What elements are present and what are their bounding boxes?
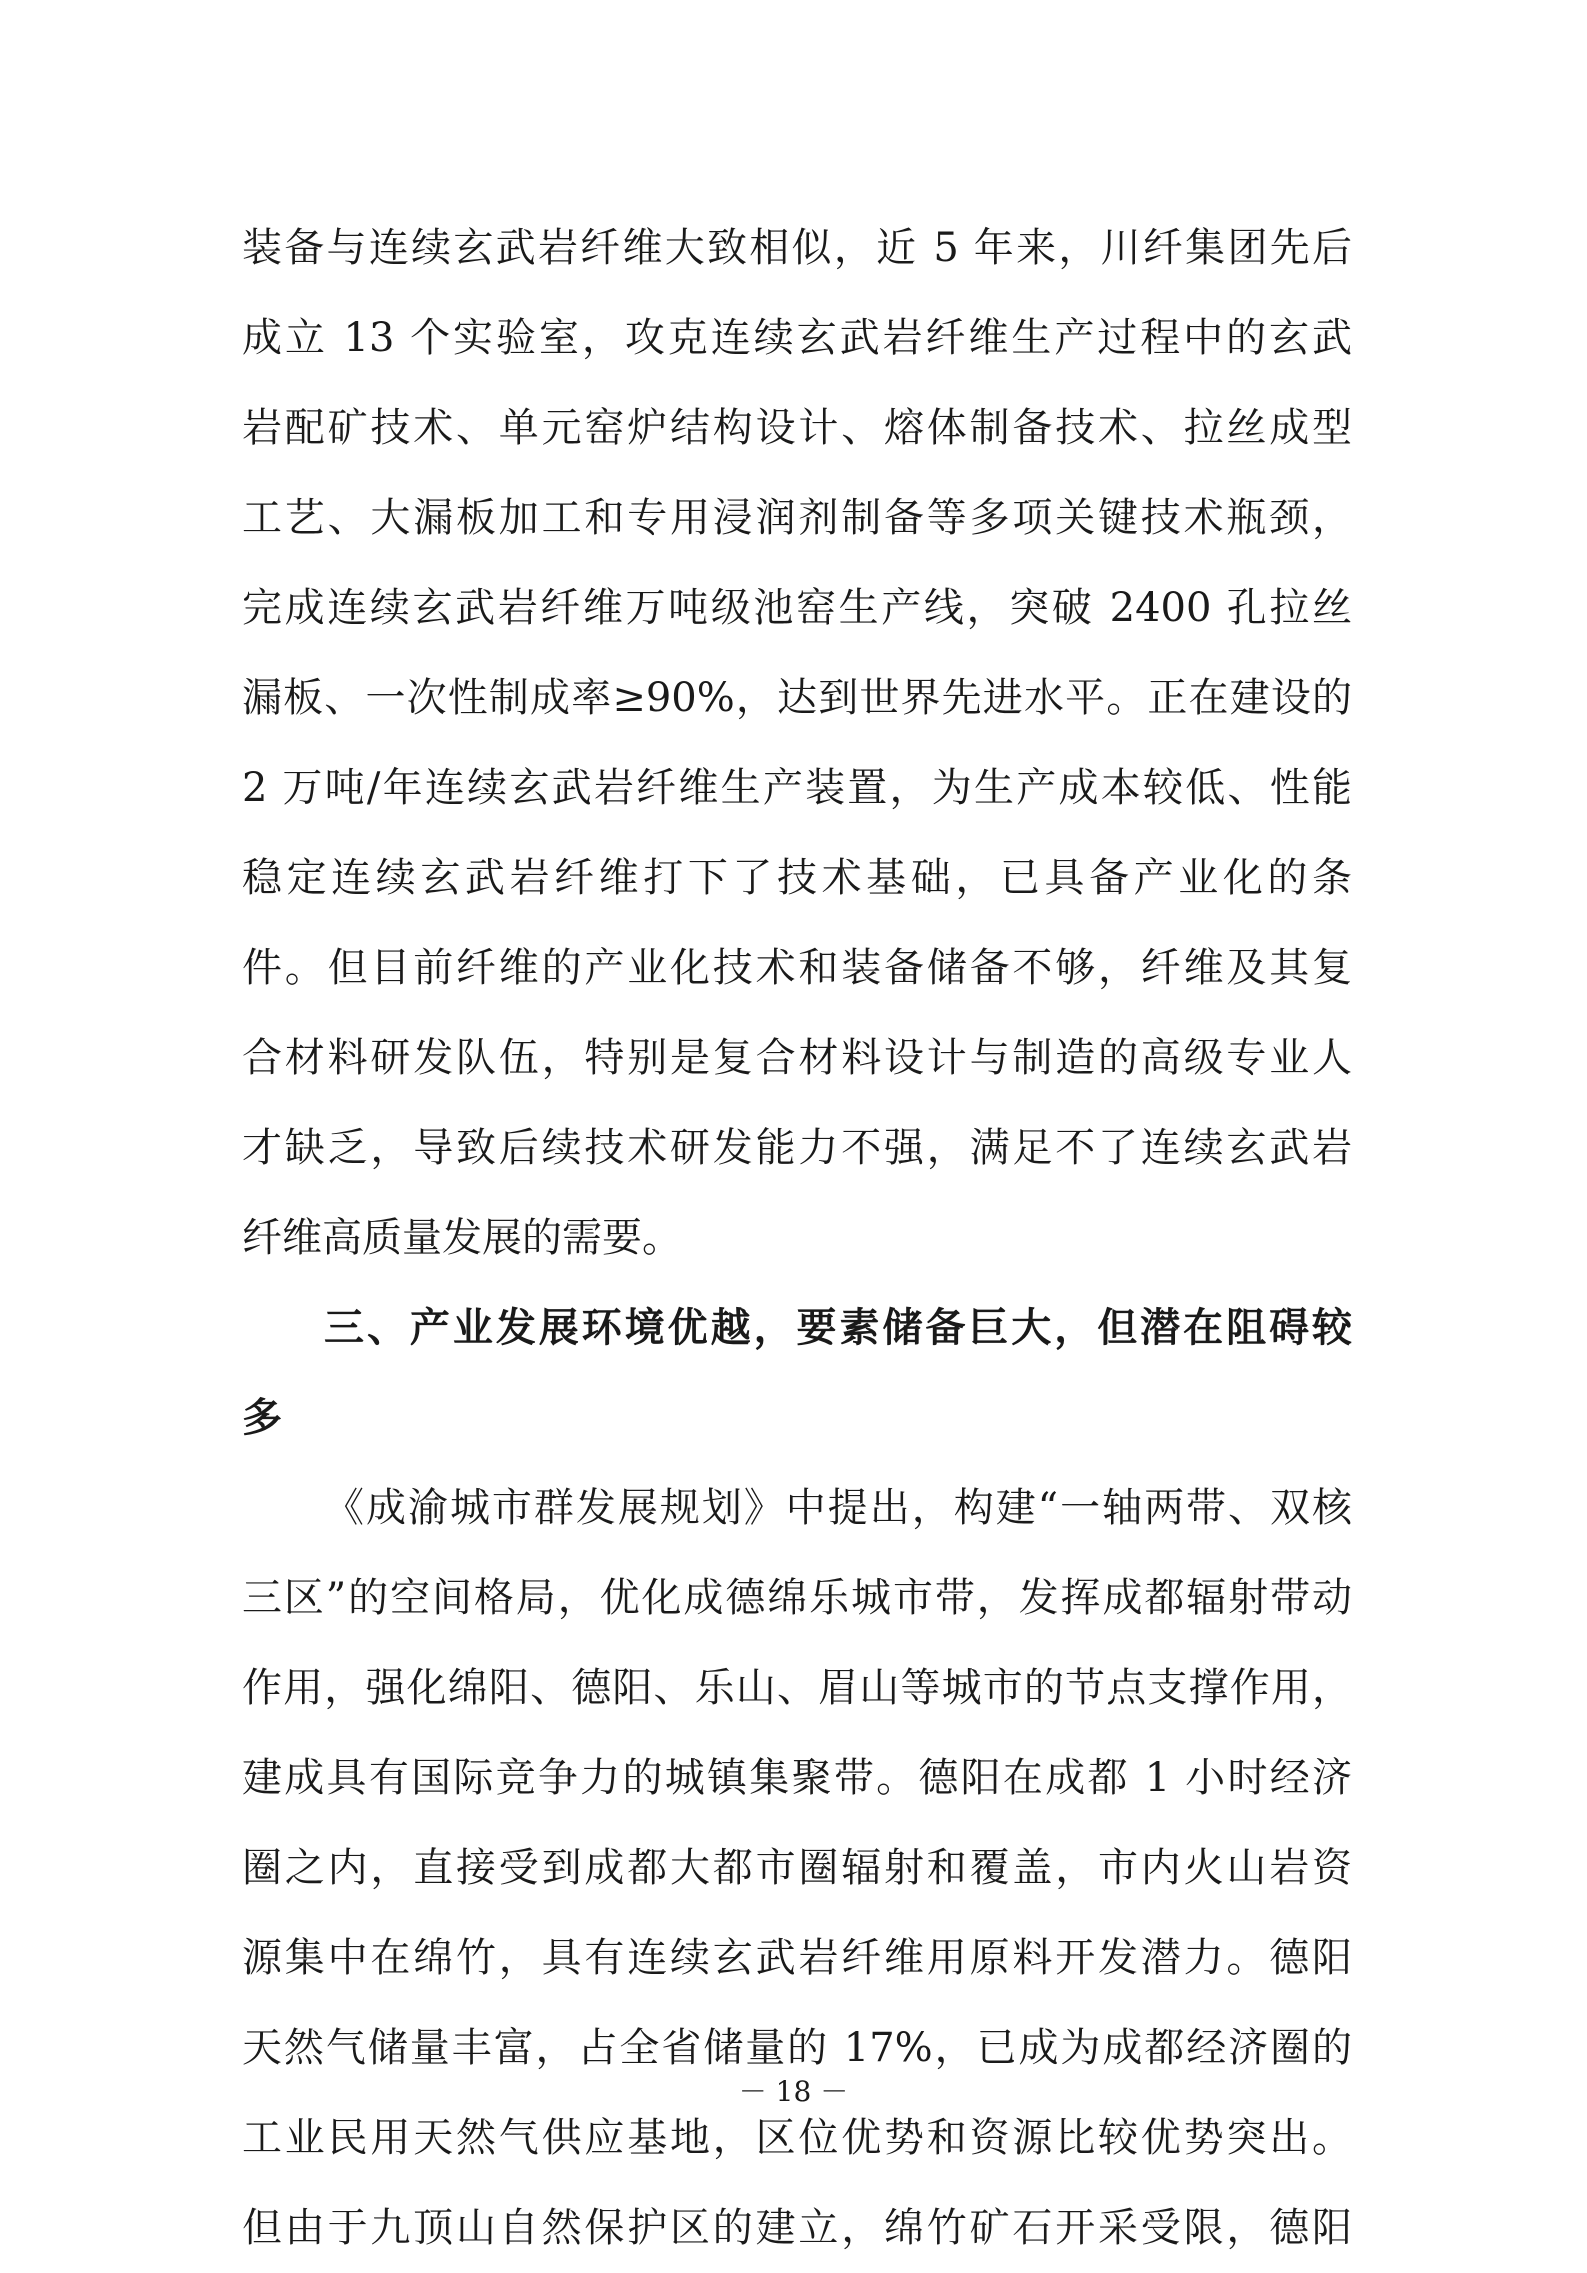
paragraph-line: 漏板、一次性制成率≥90%，达到世界先进水平。正在建设的 <box>242 675 1352 721</box>
paragraph-line: 件。但目前纤维的产业化技术和装备储备不够，纤维及其复 <box>242 945 1352 991</box>
heading-line: 多 <box>242 1395 282 1441</box>
paragraph-line: 工业民用天然气供应基地，区位优势和资源比较优势突出。 <box>242 2115 1352 2161</box>
paragraph-line: 才缺乏，导致后续技术研发能力不强，满足不了连续玄武岩 <box>242 1125 1352 1171</box>
paragraph-line: 工艺、大漏板加工和专用浸润剂制备等多项关键技术瓶颈， <box>242 495 1352 541</box>
paragraph-line: 《成渝城市群发展规划》中提出，构建“一轴两带、双核 <box>324 1485 1352 1531</box>
paragraph-line: 完成连续玄武岩纤维万吨级池窑生产线，突破 2400 孔拉丝 <box>242 585 1352 631</box>
paragraph-line: 岩配矿技术、单元窑炉结构设计、熔体制备技术、拉丝成型 <box>242 405 1352 451</box>
paragraph-line: 源集中在绵竹，具有连续玄武岩纤维用原料开发潜力。德阳 <box>242 1935 1352 1981</box>
paragraph-line: 圈之内，直接受到成都大都市圈辐射和覆盖，市内火山岩资 <box>242 1845 1352 1891</box>
paragraph-line: 2 万吨/年连续玄武岩纤维生产装置，为生产成本较低、性能 <box>242 765 1352 811</box>
paragraph-line: 作用，强化绵阳、德阳、乐山、眉山等城市的节点支撑作用， <box>242 1665 1352 1711</box>
paragraph-line: 建成具有国际竞争力的城镇集聚带。德阳在成都 1 小时经济 <box>242 1755 1352 1801</box>
paragraph-line: 装备与连续玄武岩纤维大致相似，近 5 年来，川纤集团先后 <box>242 225 1352 271</box>
paragraph-line: 稳定连续玄武岩纤维打下了技术基础，已具备产业化的条 <box>242 855 1352 901</box>
heading-line: 三、产业发展环境优越，要素储备巨大，但潜在阻碍较 <box>324 1305 1352 1351</box>
paragraph-2 <box>242 1463 1352 2273</box>
page-number: － 18 － <box>738 2075 849 2108</box>
paragraph-line: 三区”的空间格局，优化成德绵乐城市带，发挥成都辐射带动 <box>242 1575 1352 1621</box>
section-heading <box>242 1283 1352 1463</box>
paragraph-1 <box>242 203 1352 1283</box>
paragraph-line: 但由于九顶山自然保护区的建立，绵竹矿石开采受限，德阳 <box>242 2205 1352 2251</box>
paragraph-line: 合材料研发队伍，特别是复合材料设计与制造的高级专业人 <box>242 1035 1352 1081</box>
paragraph-line: 天然气储量丰富，占全省储量的 17%，已成为成都经济圈的 <box>242 2025 1352 2071</box>
body-text <box>242 203 1352 2273</box>
paragraph-line: 成立 13 个实验室，攻克连续玄武岩纤维生产过程中的玄武 <box>242 315 1352 361</box>
paragraph-line: 纤维高质量发展的需要。 <box>242 1215 682 1261</box>
